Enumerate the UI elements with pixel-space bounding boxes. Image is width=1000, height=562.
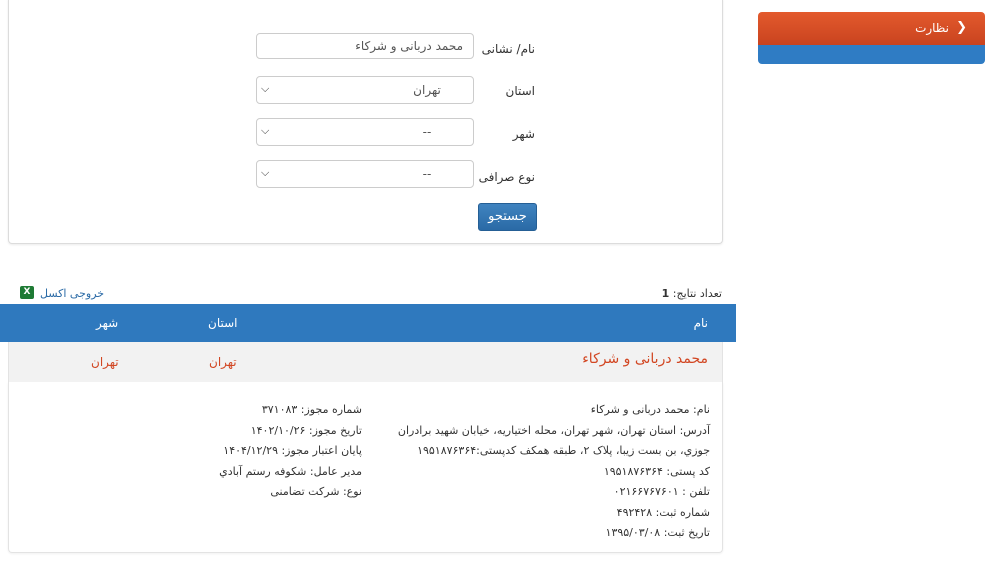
results-count: تعداد نتایج: 1 (640, 287, 722, 313)
city-select[interactable] (256, 118, 474, 146)
details-left-column (219, 400, 362, 503)
exchange-type-select-value: -- (422, 167, 432, 181)
detail-address-cont: جوزي، بن بست زیبا، پلاک ۲، طبقه همکف کدپستی:۱۹۵۱۸۷۶۳۶۴ (417, 444, 710, 457)
name-label: نام/ نشانی (481, 42, 535, 56)
row-name[interactable]: محمد دربانی و شرکاء (582, 351, 708, 367)
detail-type: نوع: شرکت تضامنی (270, 485, 362, 498)
chevron-left-icon: ❮ (956, 20, 967, 35)
detail-address: آدرس: استان تهران، شهر تهران، محله اختیاریه، خیابان شهید برادران (397, 423, 710, 437)
detail-postal-code: کد پستی: ۱۹۵۱۸۷۶۳۶۴ (603, 464, 710, 478)
city-label: شهر (512, 127, 535, 141)
results-count-value: 1 (661, 287, 670, 300)
chevron-down-icon: ⌵ (261, 82, 270, 95)
detail-phone: تلفن : ۰۲۱۶۶۷۶۷۶۰۱ (613, 485, 710, 498)
sidebar-item-label: نظارت (915, 21, 949, 35)
detail-registration-date: تاریخ ثبت: ۱۳۹۵/۰۳/۰۸ (605, 526, 710, 539)
sidebar-item-supervision[interactable] (758, 12, 985, 45)
column-header-city[interactable]: شهر (96, 316, 119, 330)
column-header-province[interactable]: استان (208, 316, 238, 330)
province-select[interactable] (256, 76, 474, 104)
excel-export-link[interactable]: خروجی اکسل (40, 287, 105, 300)
row-city: تهران (91, 355, 119, 369)
exchange-type-label: نوع صرافی (478, 170, 535, 184)
name-input[interactable]: محمد دربانی و شرکاء (256, 33, 474, 59)
detail-registration-number: شماره ثبت: ۴۹۲۴۲۸ (616, 505, 710, 519)
column-header-name[interactable]: نام (693, 316, 708, 330)
detail-license-date: تاریخ مجوز: ۱۴۰۲/۱۰/۲۶ (250, 423, 362, 437)
row-province: تهران (209, 355, 237, 369)
detail-license-expiry: پایان اعتبار مجوز: ۱۴۰۴/۱۲/۲۹ (223, 444, 362, 457)
chevron-down-icon: ⌵ (261, 124, 270, 137)
detail-ceo: مدیر عامل: شکوفه رستم آبادي (219, 464, 362, 478)
detail-name: نام: محمد دربانی و شرکاء (590, 403, 710, 416)
details-right-column (398, 400, 710, 544)
search-button[interactable]: جستجو (478, 203, 537, 231)
row-details (8, 382, 723, 553)
table-row[interactable] (8, 342, 723, 382)
detail-license-number: شماره مجوز: ۳۷۱۰۸۳ (261, 403, 362, 416)
province-label: استان (505, 84, 535, 98)
table-header (0, 304, 736, 342)
sidebar-submenu (758, 45, 985, 64)
province-select-value: تهران (413, 83, 441, 97)
chevron-down-icon: ⌵ (261, 166, 270, 179)
excel-icon[interactable]: X (20, 286, 34, 299)
city-select-value: -- (422, 125, 432, 139)
exchange-type-select[interactable] (256, 160, 474, 188)
